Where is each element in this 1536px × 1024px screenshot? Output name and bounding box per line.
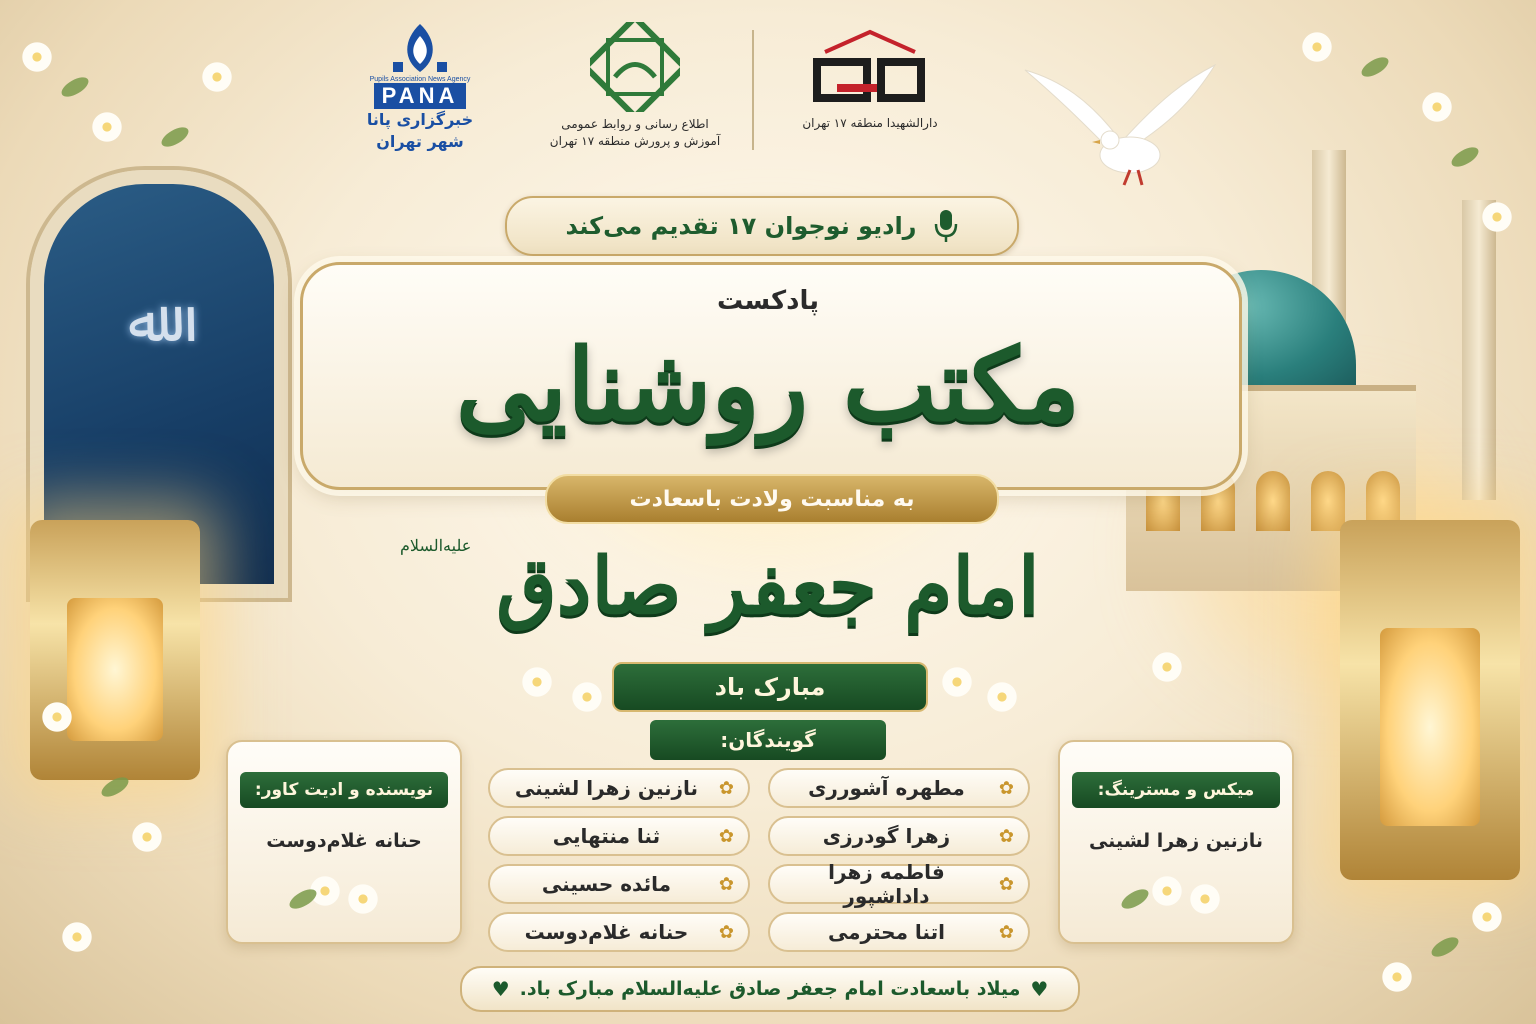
flower-decoration xyxy=(346,882,380,916)
footer-banner xyxy=(460,966,1080,1012)
mix-card xyxy=(1058,740,1294,944)
footer-text: میلاد باسعادت امام جعفر صادق علیه‌السلام مبارک باد. xyxy=(519,978,1021,1000)
leaf-decoration xyxy=(1429,933,1462,960)
flower-icon: ✿ xyxy=(998,825,1014,847)
flower-decoration xyxy=(570,680,604,714)
flower-decoration xyxy=(20,40,54,74)
flower-icon: ✿ xyxy=(998,777,1014,799)
dar-logo xyxy=(780,22,960,130)
flower-icon: ✿ xyxy=(718,873,734,895)
speaker-item: ✿ اتنا محترمی xyxy=(768,912,1030,952)
pana-caption-line1: خبرگزاری پانا xyxy=(366,110,474,129)
main-title: مکتب روشنایی xyxy=(455,326,1081,444)
pana-wordmark: PANA xyxy=(374,83,467,109)
flower-decoration xyxy=(1150,874,1184,908)
writer-card xyxy=(226,740,462,944)
education-caption-line1: اطلاع رسانی و روابط عمومی xyxy=(561,117,709,131)
flower-decoration xyxy=(1188,882,1222,916)
writer-label: نویسنده و ادیت کاور: xyxy=(240,772,448,808)
flower-decoration xyxy=(1420,90,1454,124)
leaf-decoration xyxy=(1119,885,1152,912)
logo-divider xyxy=(752,30,754,150)
speaker-item: ✿ مطهره آشورری xyxy=(768,768,1030,808)
flower-decoration xyxy=(985,680,1019,714)
calligraphy-artwork: ﷲ xyxy=(128,287,162,355)
flower-decoration xyxy=(1480,200,1514,234)
flower-icon: ✿ xyxy=(718,825,734,847)
flower-decoration xyxy=(130,820,164,854)
dar-emblem-icon xyxy=(795,22,945,112)
flower-decoration xyxy=(90,110,124,144)
podcast-label: پادکست xyxy=(717,286,819,316)
education-caption-line2: آموزش و پرورش منطقه ۱۷ تهران xyxy=(549,133,721,148)
speaker-item: ✿ نازنین زهرا لشینی xyxy=(488,768,750,808)
occasion-ribbon: به مناسبت ولادت باسعادت xyxy=(545,474,999,524)
speaker-item: ✿ حنانه غلام‌دوست xyxy=(488,912,750,952)
speaker-item: ✿ ثنا منتهایی xyxy=(488,816,750,856)
pana-emblem-icon xyxy=(381,22,459,76)
speakers-label: گویندگان: xyxy=(650,720,886,760)
leaf-decoration xyxy=(1359,53,1392,80)
flower-decoration xyxy=(940,665,974,699)
imam-name: امام جعفر صادق xyxy=(496,541,1040,632)
flower-decoration xyxy=(1300,30,1334,64)
leaf-decoration xyxy=(159,123,192,150)
leaf-decoration xyxy=(59,73,92,100)
speaker-item: ✿ زهرا گودرزی xyxy=(768,816,1030,856)
pana-caption-line2: شهر تهران xyxy=(376,131,464,151)
heart-icon: ♥ xyxy=(1030,977,1049,1001)
mix-name: نازنین زهرا لشینی xyxy=(1088,830,1264,852)
flower-decoration xyxy=(520,665,554,699)
education-logo xyxy=(520,22,750,150)
radio-banner-text: رادیو نوجوان ۱۷ تقدیم می‌کند xyxy=(565,212,917,240)
flower-icon: ✿ xyxy=(998,921,1014,943)
speaker-item: ✿ مائده حسینی xyxy=(488,864,750,904)
flower-icon: ✿ xyxy=(998,873,1014,895)
microphone-icon xyxy=(933,208,959,244)
flower-icon: ✿ xyxy=(718,921,734,943)
flower-decoration xyxy=(60,920,94,954)
mix-label: میکس و مسترینگ: xyxy=(1072,772,1280,808)
flower-icon: ✿ xyxy=(718,777,734,799)
speaker-item: ✿ فاطمه زهرا داداشپور xyxy=(768,864,1030,904)
flower-decoration xyxy=(40,700,74,734)
writer-name: حنانه غلام‌دوست xyxy=(266,830,422,852)
flower-decoration xyxy=(1150,650,1184,684)
flower-decoration xyxy=(1470,900,1504,934)
leaf-decoration xyxy=(1449,143,1482,170)
dar-caption: دارالشهیدا منطقه ۱۷ تهران xyxy=(802,116,938,130)
honorific: علیه‌السلام xyxy=(400,536,472,555)
congrats-banner: مبارک باد xyxy=(612,662,928,712)
flower-decoration xyxy=(200,60,234,94)
pana-logo: Pupils Association News Agency PANA خبرگزاری پانا شهر تهران xyxy=(355,22,485,152)
radio-banner xyxy=(505,196,1019,256)
flower-decoration xyxy=(1380,960,1414,994)
education-emblem-icon xyxy=(590,22,680,112)
dove-icon xyxy=(1020,60,1220,200)
heart-icon: ♥ xyxy=(491,977,510,1001)
